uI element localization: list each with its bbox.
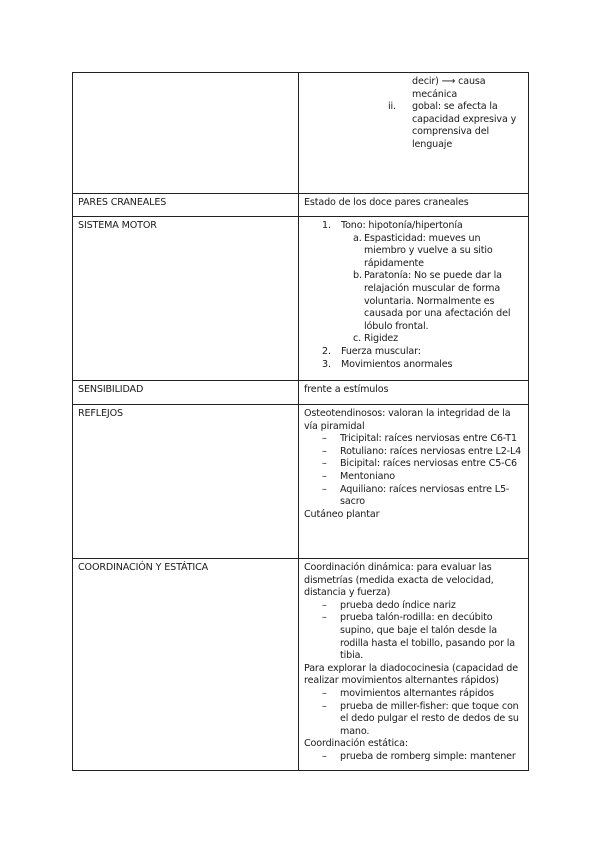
row-label: PARES CRANEALES [73, 194, 299, 217]
row-label-empty [73, 73, 299, 194]
list-item [304, 101, 523, 151]
list-text: Bicipital: raíces nerviosas entre C5-C6 [340, 458, 517, 470]
list-item [304, 433, 523, 446]
numbered-list [304, 220, 523, 371]
table-row [73, 405, 529, 559]
row-content [299, 405, 529, 559]
list-item [304, 484, 523, 509]
list-text: Rotuliano: raíces nerviosas entre L2-L4 [340, 445, 522, 457]
dash-list [304, 751, 523, 764]
list-text: prueba dedo índice nariz [340, 599, 456, 611]
list-text: Rigidez [364, 333, 399, 345]
list-marker: a. [353, 232, 362, 244]
list-item [304, 220, 523, 346]
list-text: prueba de romberg simple: mantener [340, 750, 516, 762]
list-text: Aquiliano: raíces nerviosas entre L5-sacro [340, 483, 510, 508]
roman-list [304, 101, 523, 151]
dash-marker: – [322, 700, 327, 712]
list-item [304, 233, 523, 271]
sub-list [304, 233, 523, 346]
dash-marker: – [322, 445, 327, 457]
paragraph: Coordinación dinámica: para evaluar las dismetrías (medida exacta de velocidad, distancia y fuerza) [304, 562, 494, 599]
row-content: Estado de los doce pares craneales [299, 194, 529, 217]
row-label: COORDINACIÓN Y ESTÁTICA [73, 559, 299, 771]
dash-marker: – [322, 750, 327, 762]
dash-marker: – [322, 433, 327, 445]
list-item [304, 333, 523, 346]
row-content [299, 73, 529, 194]
table-row [73, 194, 529, 217]
list-text: Mentoniano [340, 470, 395, 482]
list-item [304, 359, 523, 372]
list-text: Paratonía: No se puede dar la relajación muscular de forma voluntaria. Normalmente es causada por una afectación del lóbulo frontal. [364, 270, 511, 332]
list-marker: 3. [322, 358, 331, 370]
table-row [73, 381, 529, 405]
row-label: SISTEMA MOTOR [73, 217, 299, 381]
list-text: Espasticidad: mueves un miembro y vuelve a su sitio rápidamente [364, 232, 493, 269]
continuation-line: mecánica [412, 88, 458, 100]
list-marker: b. [353, 270, 362, 282]
paragraph: Osteotendinosos: valoran la integridad de la vía piramidal [304, 408, 511, 432]
dash-list [304, 433, 523, 509]
list-text: Movimientos anormales [341, 358, 453, 370]
paragraph: Coordinación estática: [304, 738, 408, 750]
list-item [304, 600, 523, 613]
list-item [304, 458, 523, 471]
list-text: movimientos alternantes rápidos [340, 687, 494, 699]
paragraph: Cutáneo plantar [304, 508, 380, 520]
list-item [304, 688, 523, 701]
table-row [73, 217, 529, 381]
list-item [304, 751, 523, 764]
row-content [299, 559, 529, 771]
list-item [304, 270, 523, 333]
table-row [73, 559, 529, 771]
dash-list [304, 688, 523, 738]
list-marker: 2. [322, 345, 331, 357]
list-marker: c. [353, 333, 362, 345]
list-text: Fuerza muscular: [341, 345, 421, 357]
list-text: prueba de miller-fisher: que toque con el dedo pulgar el resto de dedos de su mano. [340, 700, 519, 737]
list-text: gobal: se afecta la capacidad expresiva y comprensiva del lenguaje [412, 101, 517, 150]
dash-marker: – [322, 458, 327, 470]
dash-marker: – [322, 599, 327, 611]
dash-marker: – [322, 612, 327, 624]
list-item [304, 346, 523, 359]
list-text: prueba talón-rodilla: en decúbito supino, que baje el talón desde la rodilla hasta el tobillo, pasando por la tibia. [340, 612, 516, 662]
list-item [304, 471, 523, 484]
list-marker: ii. [388, 101, 396, 113]
dash-marker: – [322, 687, 327, 699]
exam-table [72, 72, 529, 771]
list-item [304, 446, 523, 459]
dash-list [304, 600, 523, 663]
list-item [304, 701, 523, 739]
dash-marker: – [322, 483, 327, 495]
dash-marker: – [322, 470, 327, 482]
list-item [304, 612, 523, 662]
list-text: Tono: hipotonía/hipertonía [341, 220, 463, 231]
list-text: Tricipital: raíces nerviosas entre C6-T1 [340, 433, 517, 445]
row-label: SENSIBILIDAD [73, 381, 299, 405]
list-marker: 1. [322, 220, 331, 231]
row-content: frente a estímulos [299, 381, 529, 405]
row-label: REFLEJOS [73, 405, 299, 559]
table-row [73, 73, 529, 194]
row-content [299, 217, 529, 381]
paragraph: Para explorar la diadococinesia (capacidad de realizar movimientos alternantes rápidos) [304, 662, 518, 687]
continuation-line: decir) ⟶ causa [412, 76, 486, 87]
